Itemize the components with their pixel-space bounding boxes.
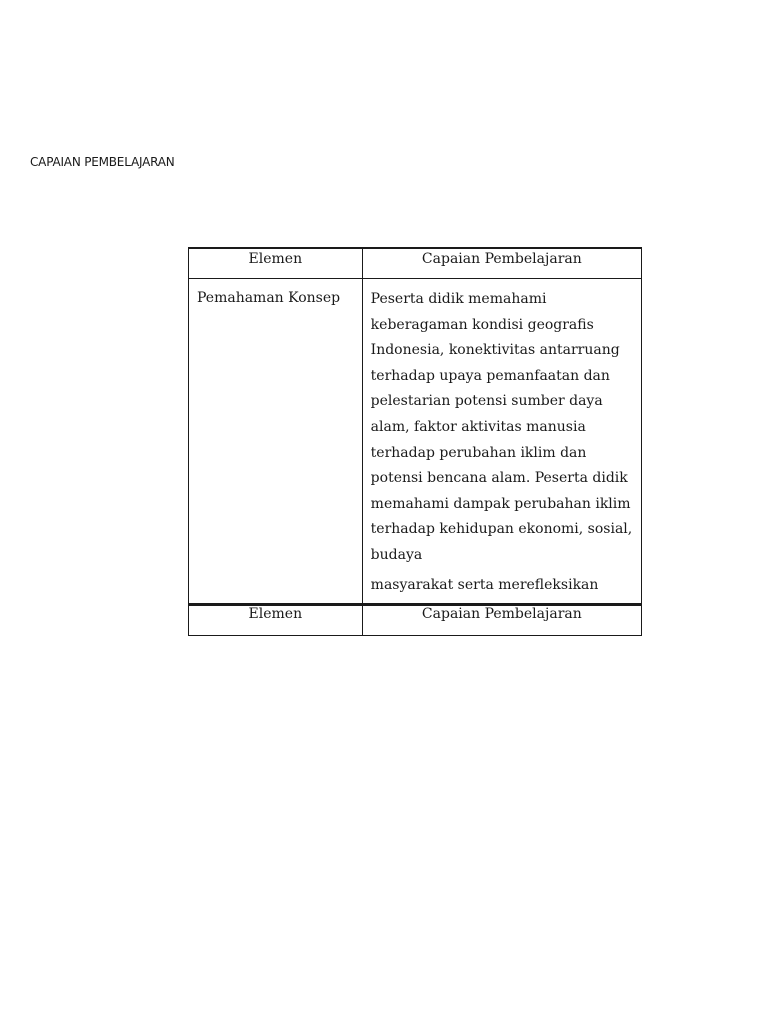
- capaian-text: Peserta didik memahami keberagaman kondisi geografis Indonesia, konektivitas antarruang terhadap upaya pemanfaatan dan pelestarian potensi sumber daya alam, faktor aktivitas manusia terhadap perubahan iklim dan potensi bencana alam. Peserta didik memahami dampak perubahan iklim terhadap kehidupan ekonomi, sosial, budaya: [370, 291, 633, 563]
- header-elemen: Elemen: [189, 248, 363, 279]
- table-row: [189, 279, 642, 605]
- capaian-text-continued: masyarakat serta merefleksikan: [370, 576, 599, 593]
- table-header-row: [189, 248, 642, 279]
- cell-capaian: [362, 279, 641, 605]
- document-heading: CAPAIAN PEMBELAJARAN: [30, 155, 175, 169]
- table-repeated-header-row: [189, 604, 642, 635]
- repeated-header-capaian: Capaian Pembelajaran: [362, 604, 641, 635]
- capaian-table: [188, 247, 642, 636]
- repeated-header-elemen: Elemen: [189, 604, 363, 635]
- cell-elemen: Pemahaman Konsep: [189, 279, 363, 605]
- header-capaian: Capaian Pembelajaran: [362, 248, 641, 279]
